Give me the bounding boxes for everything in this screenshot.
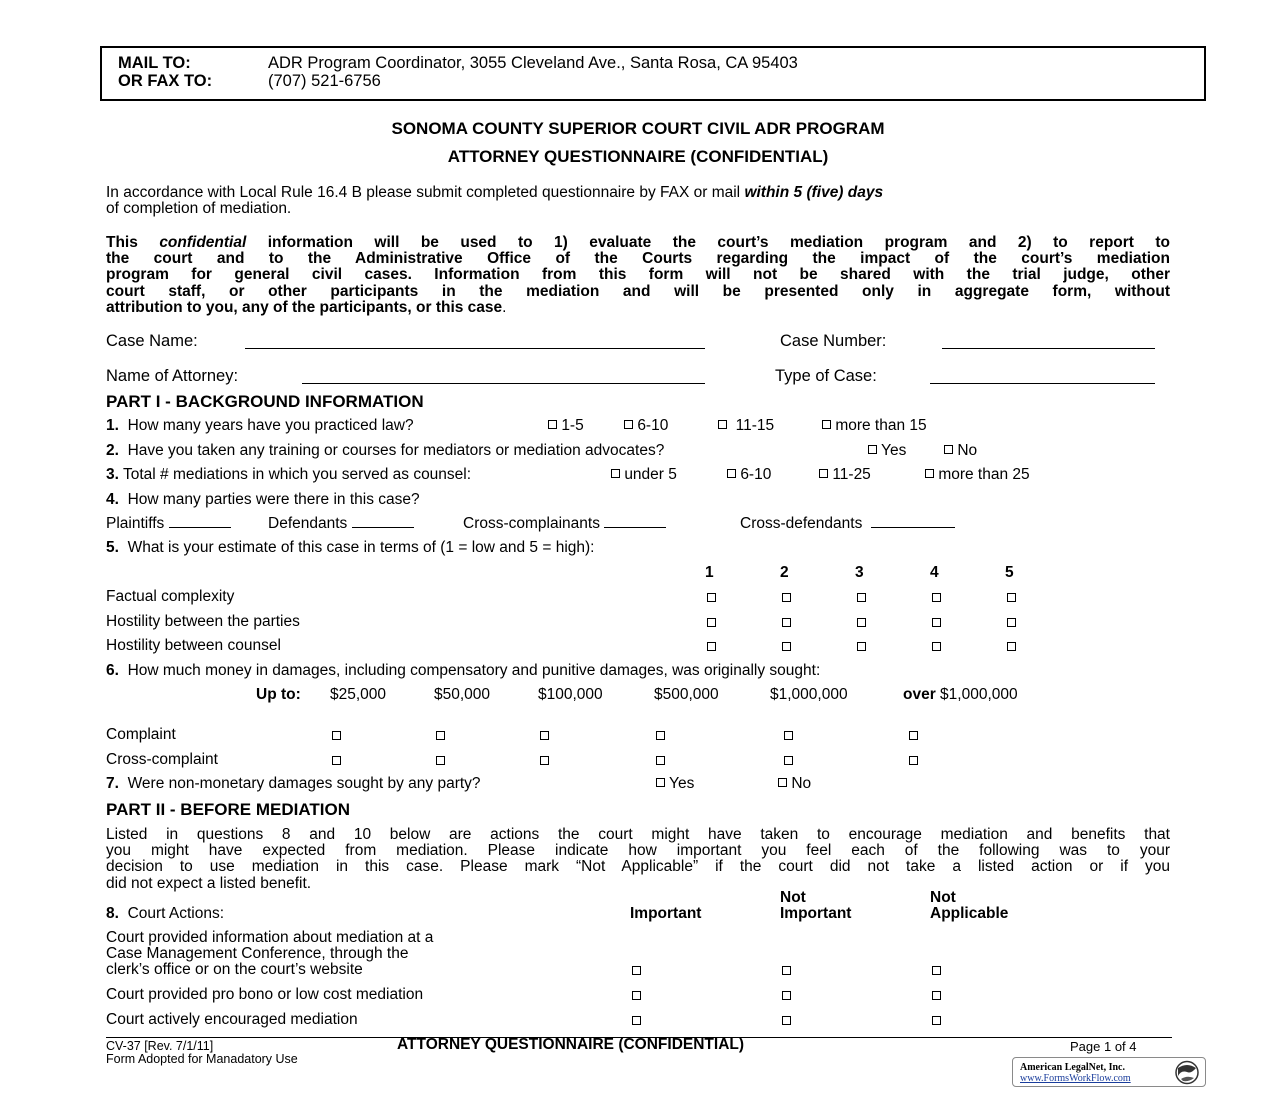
- checkbox[interactable]: [611, 469, 620, 478]
- q8-row2-not-applicable-checkbox[interactable]: [932, 991, 941, 1000]
- q6-upto-label: Up to:: [256, 686, 301, 703]
- page-subtitle: ATTORNEY QUESTIONNAIRE (CONFIDENTIAL): [447, 147, 829, 166]
- q8-col-not: Not: [780, 889, 806, 906]
- case-type-label: Type of Case:: [775, 367, 877, 385]
- part1-heading: PART I - BACKGROUND INFORMATION: [106, 392, 424, 411]
- q4-defendants: [268, 515, 414, 533]
- part2-intro-line: decision to use mediation in this case. Please mark “Not Applicable” if the court did not take a listed action or if you: [106, 858, 1170, 876]
- opt-label: more than 15: [835, 417, 927, 434]
- q8-row2-not-important-checkbox[interactable]: [782, 991, 791, 1000]
- q6-complaint-checkbox[interactable]: [784, 731, 793, 740]
- q5-counsel-2-checkbox[interactable]: [782, 642, 791, 651]
- q6-cross-complaint-checkbox[interactable]: [436, 756, 445, 765]
- opt-label: 6-10: [637, 417, 669, 434]
- q8-col-important: Important: [630, 905, 702, 922]
- fax-to-label: OR FAX TO:: [118, 72, 213, 90]
- party-label: Defendants: [268, 515, 348, 532]
- q3-opt-4[interactable]: [925, 466, 1030, 484]
- footer-title: ATTORNEY QUESTIONNAIRE (CONFIDENTIAL): [397, 1036, 745, 1053]
- checkbox[interactable]: [944, 445, 953, 454]
- opt-label: more than 25: [938, 466, 1030, 483]
- q1-label: [106, 417, 414, 435]
- q6-complaint-checkbox[interactable]: [332, 731, 341, 740]
- q6-label: [106, 662, 820, 680]
- conf-end-text: attribution to you, any of the participants, or this case: [106, 298, 503, 316]
- opt-label: Yes: [669, 775, 695, 792]
- q6-num: 6.: [106, 662, 119, 679]
- case-name-label: Case Name:: [106, 332, 198, 350]
- q8-row1-not-important-checkbox[interactable]: [782, 966, 791, 975]
- q7-opt-yes[interactable]: [656, 775, 694, 793]
- q1-opt-1[interactable]: [548, 417, 584, 435]
- q2-opt-yes[interactable]: [868, 442, 906, 460]
- q2-num: 2.: [106, 442, 119, 459]
- case-number-field[interactable]: [942, 348, 1155, 349]
- q5-counsel-3-checkbox[interactable]: [857, 642, 866, 651]
- q8-row1-not-applicable-checkbox[interactable]: [932, 966, 941, 975]
- defendants-field[interactable]: [352, 527, 414, 528]
- q6-row-cross-complaint: Cross-complaint: [106, 751, 218, 768]
- q5-parties-4-checkbox[interactable]: [932, 618, 941, 627]
- q8-row1-important-checkbox[interactable]: [632, 966, 641, 975]
- cross-complainants-field[interactable]: [604, 527, 666, 528]
- q8-row3-not-applicable-checkbox[interactable]: [932, 1016, 941, 1025]
- part2-intro-line: you might have expected from mediation. Please indicate how important you feel each of the following was to your: [106, 842, 1170, 860]
- q5-scale-3: 3: [855, 564, 864, 581]
- q6-row-complaint: Complaint: [106, 726, 176, 743]
- logo-company: American LegalNet, Inc.: [1020, 1062, 1125, 1073]
- q5-row-label: Hostility between the parties: [106, 613, 300, 630]
- q2-opt-no[interactable]: [944, 442, 977, 460]
- q5-parties-2-checkbox[interactable]: [782, 618, 791, 627]
- q6-amount: $1,000,000: [770, 686, 848, 703]
- q1-opt-4[interactable]: [822, 417, 927, 435]
- q6-amount: $100,000: [538, 686, 603, 703]
- intro-line-2: of completion of mediation.: [106, 200, 292, 217]
- party-label: Plaintiffs: [106, 515, 165, 532]
- opt-label: under 5: [624, 466, 677, 483]
- q5-row-label: Hostility between counsel: [106, 637, 281, 654]
- case-type-field[interactable]: [930, 383, 1155, 384]
- q8-row-1-line: clerk’s office or on the court’s website: [106, 961, 363, 979]
- intro-text: In accordance with Local Rule 16.4 B please submit completed questionnaire by FAX or mail: [106, 184, 745, 201]
- page-number: Page 1 of 4: [1070, 1039, 1137, 1054]
- opt-label: No: [957, 442, 978, 459]
- checkbox[interactable]: [778, 778, 787, 787]
- part2-intro-line: Listed in questions 8 and 10 below are actions the court might have taken to encourage mediation and benefits that: [106, 826, 1170, 843]
- q2-label: [106, 442, 664, 460]
- q8-row-1: [106, 930, 433, 979]
- q4-cross-defendants: [740, 515, 955, 533]
- q6-text: How much money in damages, including compensatory and punitive damages, was originally sought:: [127, 662, 821, 679]
- q4-plaintiffs: [106, 515, 231, 533]
- over-amount: $1,000,000: [935, 686, 1018, 703]
- q6-complaint-checkbox[interactable]: [436, 731, 445, 740]
- over-label: over: [903, 686, 936, 703]
- q6-cross-complaint-checkbox[interactable]: [540, 756, 549, 765]
- q4-cross-complainants: [463, 515, 666, 533]
- q5-scale-5: 5: [1005, 564, 1014, 581]
- q8-col-not2: Not: [930, 889, 956, 906]
- q8-row3-important-checkbox[interactable]: [632, 1016, 641, 1025]
- case-number-label: Case Number:: [780, 332, 887, 350]
- q5-num: 5.: [106, 539, 119, 556]
- q3-opt-3[interactable]: [819, 466, 871, 484]
- opt-label: 11-15: [735, 417, 775, 434]
- q3-opt-2[interactable]: [727, 466, 771, 484]
- q2-text: Have you taken any training or courses for mediators or mediation advocates?: [127, 442, 665, 459]
- globe-icon: [1171, 1060, 1203, 1085]
- q5-parties-1-checkbox[interactable]: [707, 618, 716, 627]
- confidential-line-4: court staff, or other participants in the mediation and will be presented only in aggregate form, without: [106, 282, 1170, 300]
- q5-text: What is your estimate of this case in terms of (1 = low and 5 = high):: [127, 539, 595, 556]
- party-label: Cross-defendants: [740, 515, 863, 532]
- confidential-line-3: program for general civil cases. Information from this form will not be shared with the trial judge, other: [106, 266, 1170, 284]
- logo-url[interactable]: www.FormsWorkFlow.com: [1020, 1073, 1131, 1084]
- q6-complaint-checkbox[interactable]: [540, 731, 549, 740]
- q3-opt-1[interactable]: [611, 466, 677, 484]
- conf-period: .: [502, 298, 507, 316]
- checkbox[interactable]: [548, 420, 557, 429]
- q8-row-2: Court provided pro bono or low cost mediation: [106, 986, 424, 1003]
- q4-num: 4.: [106, 491, 119, 508]
- q5-factual-1-checkbox[interactable]: [707, 593, 716, 602]
- q7-label: [106, 775, 481, 793]
- q1-text: How many years have you practiced law?: [127, 417, 414, 434]
- q5-factual-3-checkbox[interactable]: [857, 593, 866, 602]
- q5-scale-4: 4: [930, 564, 939, 581]
- q5-scale-2: 2: [780, 564, 789, 581]
- checkbox[interactable]: [727, 469, 736, 478]
- q6-cross-complaint-checkbox[interactable]: [909, 756, 918, 765]
- party-label: Cross-complainants: [463, 515, 600, 532]
- mail-to-label: MAIL TO:: [118, 54, 191, 72]
- plaintiffs-field[interactable]: [169, 527, 231, 528]
- attorney-name-label: Name of Attorney:: [106, 367, 239, 385]
- q1-opt-3[interactable]: [718, 417, 774, 435]
- q4-text: How many parties were there in this case?: [127, 491, 420, 508]
- opt-label: No: [791, 775, 812, 792]
- q5-counsel-4-checkbox[interactable]: [932, 642, 941, 651]
- fax-number: (707) 521-6756: [268, 72, 381, 90]
- q1-num: 1.: [106, 417, 119, 434]
- q6-cross-complaint-checkbox[interactable]: [332, 756, 341, 765]
- q8-row-3: Court actively encouraged mediation: [106, 1011, 358, 1028]
- q5-counsel-1-checkbox[interactable]: [707, 642, 716, 651]
- confidential-line-2: the court and to the Administrative Office of the Courts regarding the impact of the court’s mediation: [106, 250, 1170, 268]
- opt-label: 1-5: [561, 417, 584, 434]
- q8-col-not-applicable: Applicable: [930, 905, 1009, 922]
- part2-intro: [106, 827, 1170, 892]
- part2-intro-line: did not expect a listed benefit.: [106, 874, 312, 892]
- q1-opt-2[interactable]: [624, 417, 668, 435]
- q5-scale-1: 1: [705, 564, 714, 581]
- q3-num: 3.: [106, 466, 119, 483]
- cross-defendants-field[interactable]: [871, 527, 955, 528]
- page-title: SONOMA COUNTY SUPERIOR COURT CIVIL ADR PROGRAM: [391, 119, 885, 138]
- q5-counsel-5-checkbox[interactable]: [1007, 642, 1016, 651]
- q6-amount: $500,000: [654, 686, 719, 703]
- q5-factual-4-checkbox[interactable]: [932, 593, 941, 602]
- checkbox[interactable]: [819, 469, 828, 478]
- checkbox[interactable]: [718, 420, 727, 429]
- opt-label: 6-10: [740, 466, 772, 483]
- q4-label: [106, 491, 420, 509]
- conf-text-a: This: [106, 234, 160, 251]
- confidential-paragraph: [106, 235, 1170, 316]
- opt-label: 11-25: [832, 466, 871, 483]
- case-name-field[interactable]: [245, 348, 705, 349]
- checkbox[interactable]: [624, 420, 633, 429]
- q6-complaint-checkbox[interactable]: [656, 731, 665, 740]
- part2-heading: PART II - BEFORE MEDIATION: [106, 800, 350, 819]
- confidential-line-5: [106, 300, 1170, 316]
- q7-opt-no[interactable]: [778, 775, 811, 793]
- q6-amount: $25,000: [330, 686, 387, 703]
- q8-row3-not-important-checkbox[interactable]: [782, 1016, 791, 1025]
- q6-complaint-checkbox[interactable]: [909, 731, 918, 740]
- q8-text: Court Actions:: [127, 905, 225, 922]
- q8-row-1-line: Case Management Conference, through the: [106, 945, 409, 963]
- q3-label: [106, 466, 471, 484]
- intro-deadline: within 5 (five) days: [744, 184, 884, 201]
- checkbox[interactable]: [925, 469, 934, 478]
- q8-row2-important-checkbox[interactable]: [632, 991, 641, 1000]
- american-legalnet-logo[interactable]: [1012, 1057, 1206, 1087]
- checkbox[interactable]: [822, 420, 831, 429]
- conf-text-c: information will be used to 1) evaluate the court’s mediation program and 2) to report to: [246, 234, 1171, 251]
- mail-to-address: ADR Program Coordinator, 3055 Cleveland Ave., Santa Rosa, CA 95403: [268, 54, 798, 72]
- form-id: CV-37 [Rev. 7/1/11]: [106, 1039, 214, 1053]
- q6-amount: $50,000: [434, 686, 491, 703]
- q3-text: Total # mediations in which you served as counsel:: [122, 466, 472, 483]
- q7-num: 7.: [106, 775, 119, 792]
- q5-factual-2-checkbox[interactable]: [782, 593, 791, 602]
- conf-italic: confidential: [159, 234, 247, 251]
- checkbox[interactable]: [656, 778, 665, 787]
- form-adopted: Form Adopted for Manadatory Use: [106, 1052, 298, 1066]
- q5-factual-5-checkbox[interactable]: [1007, 593, 1016, 602]
- q5-parties-3-checkbox[interactable]: [857, 618, 866, 627]
- q8-num: 8.: [106, 905, 119, 922]
- q6-amount-over: [903, 686, 1018, 704]
- q5-label: [106, 539, 595, 557]
- opt-label: Yes: [881, 442, 907, 459]
- confidential-line-1: [106, 235, 1170, 251]
- q7-text: Were non-monetary damages sought by any party?: [127, 775, 481, 792]
- q5-row-label: Factual complexity: [106, 588, 235, 605]
- q8-col-not-important: Important: [780, 905, 852, 922]
- checkbox[interactable]: [868, 445, 877, 454]
- q8-label: [106, 905, 224, 923]
- attorney-name-field[interactable]: [302, 383, 705, 384]
- q6-cross-complaint-checkbox[interactable]: [656, 756, 665, 765]
- q5-parties-5-checkbox[interactable]: [1007, 618, 1016, 627]
- q8-row-1-line: Court provided information about mediation at a: [106, 929, 434, 946]
- q6-cross-complaint-checkbox[interactable]: [784, 756, 793, 765]
